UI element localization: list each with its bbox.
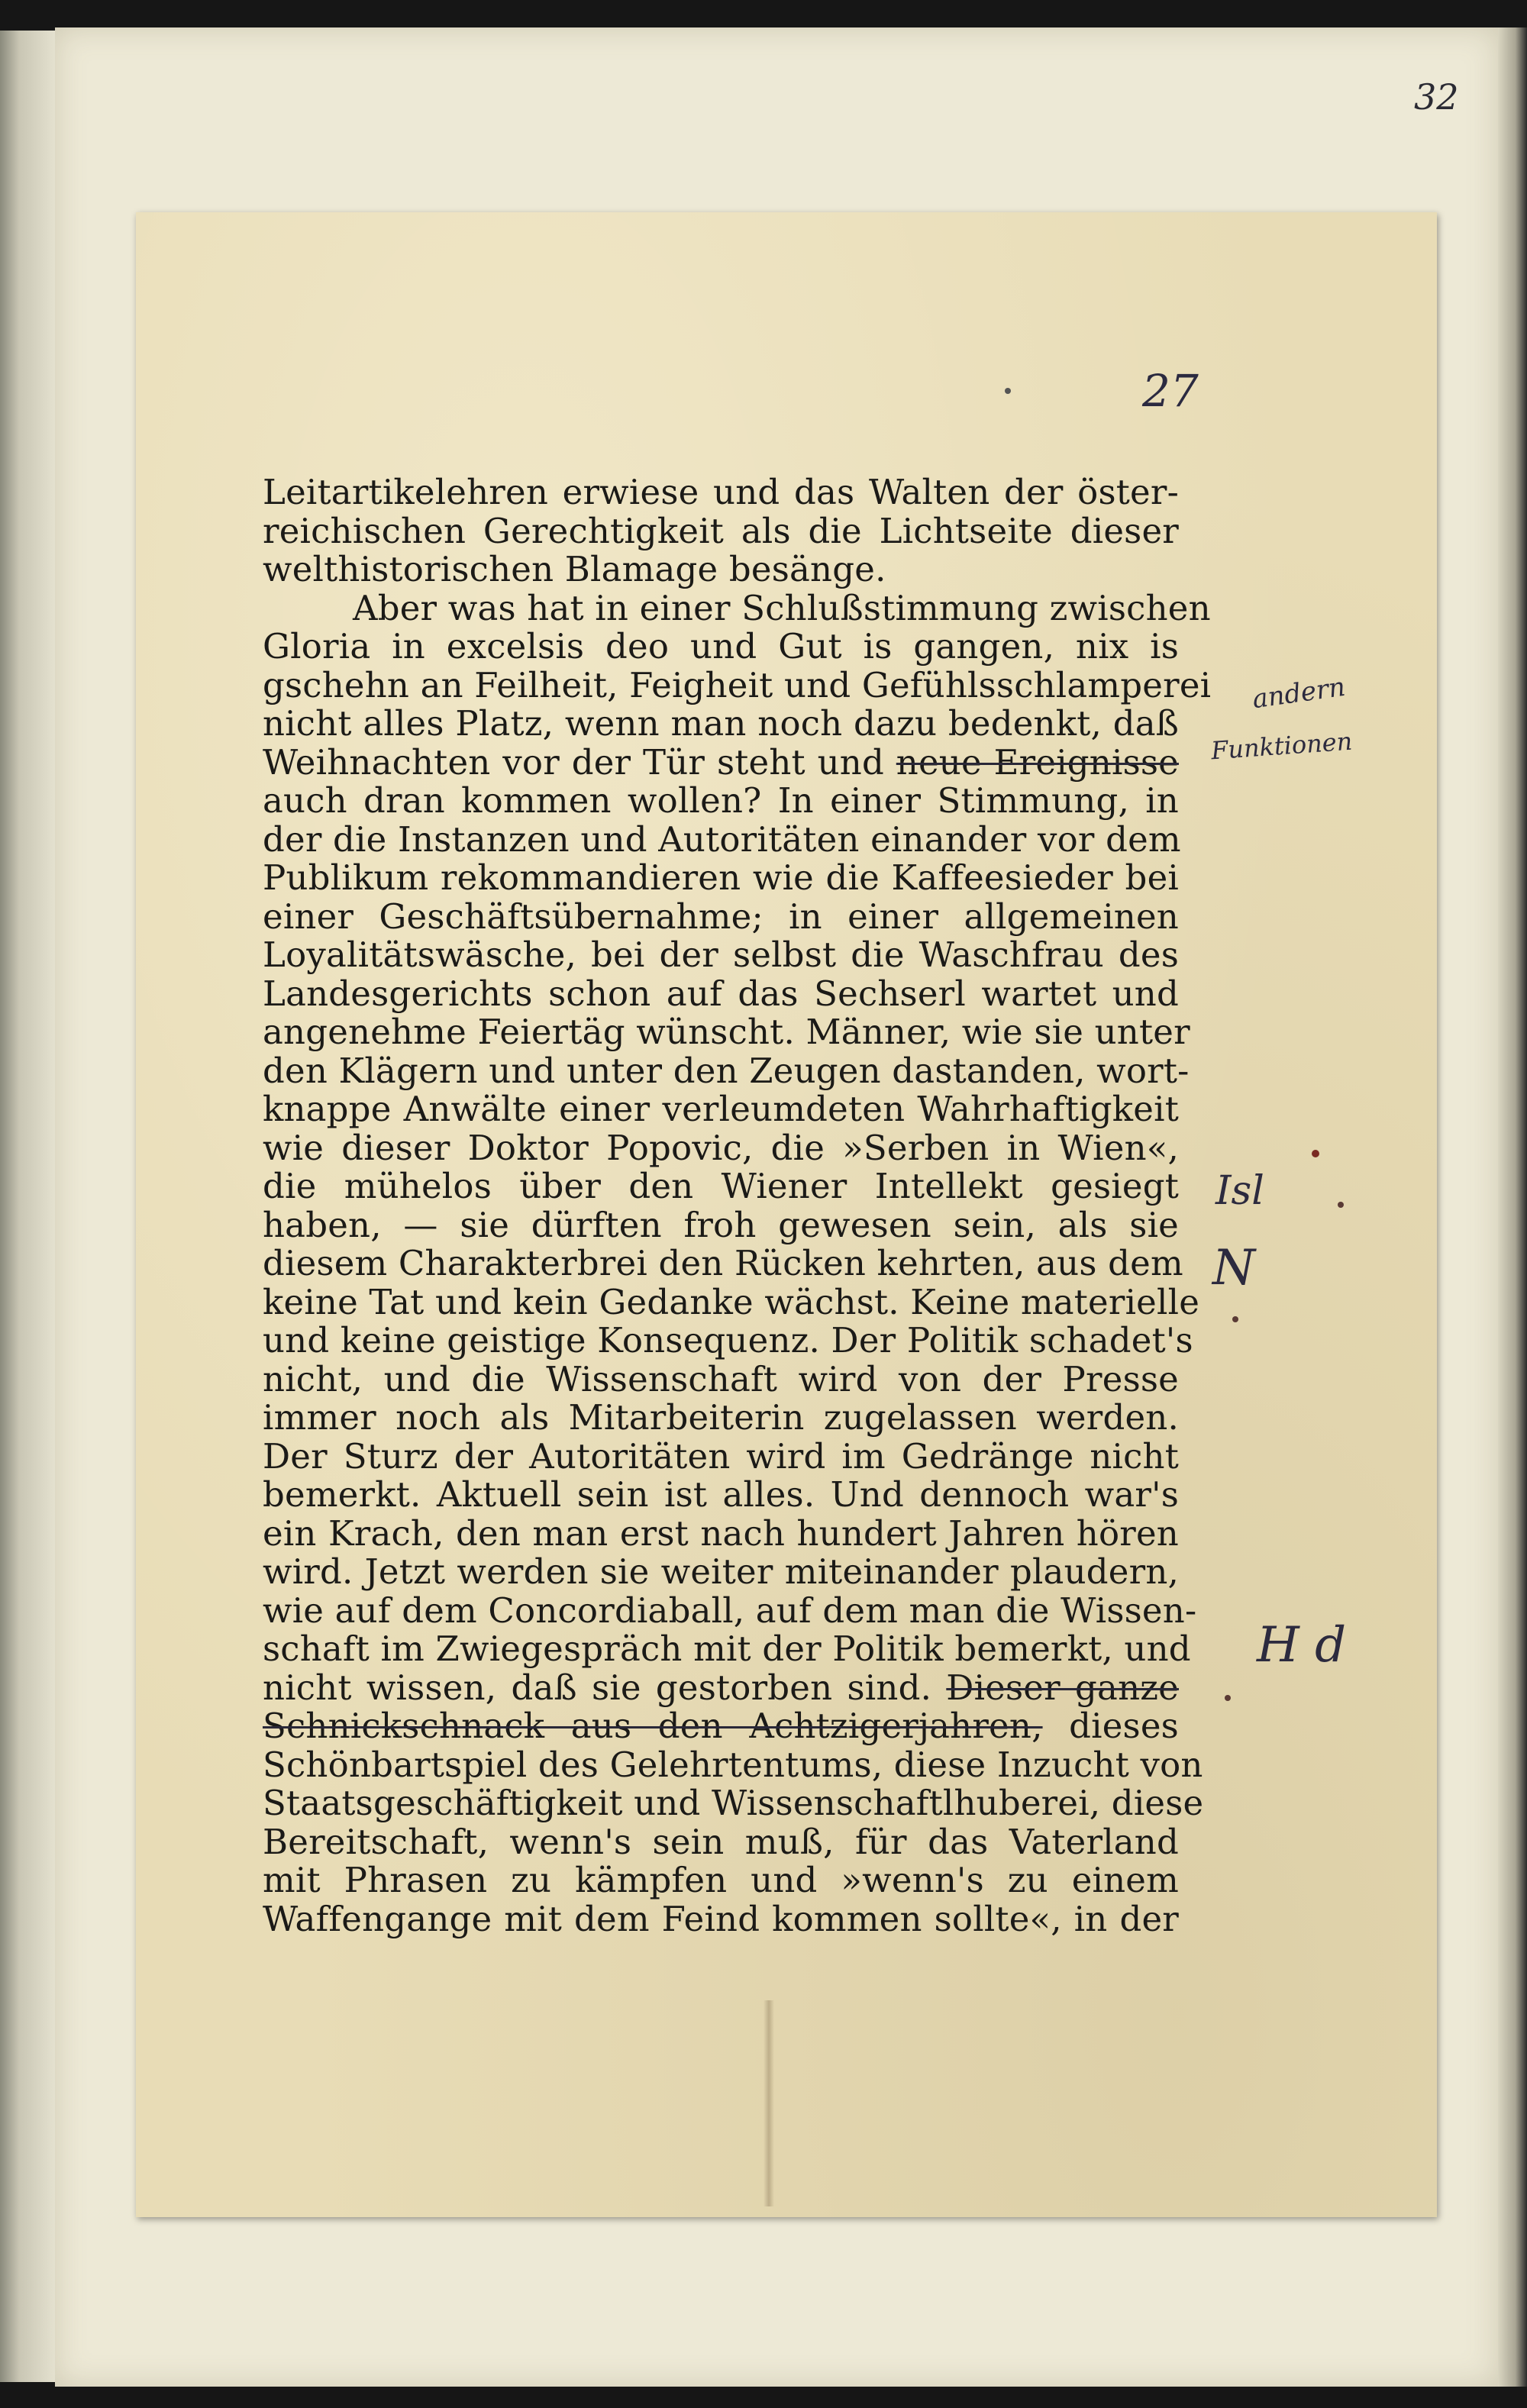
text-line: Bereitschaft, wenn's sein muß, für das Vaterland	[263, 1821, 1179, 1862]
text-line: wird. Jetzt werden sie weiter miteinander plaudern,	[263, 1551, 1179, 1592]
text-line: der die Instanzen und Autoritäten einander vor dem	[263, 818, 1181, 860]
text-line: angenehme Feiertäg wünscht. Männer, wie sie unter	[263, 1012, 1190, 1052]
text-line: nicht, und die Wissenschaft wird von der Presse	[263, 1358, 1179, 1399]
struck-text: neue Ereignisse	[896, 741, 1179, 783]
text-line: knappe Anwälte einer verleumdeten Wahrhaftigkeit	[263, 1089, 1179, 1129]
text-line: keine Tat und kein Gedanke wächst. Keine materielle	[263, 1281, 1200, 1322]
paper-fold-crease	[764, 2000, 774, 2206]
text-line: ein Krach, den man erst nach hundert Jahren hören	[263, 1512, 1179, 1554]
text-line: Gloria in excelsis deo und Gut is gangen, nix is	[263, 626, 1179, 667]
text-line: nicht alles Platz, wenn man noch dazu bedenkt, daß	[263, 703, 1179, 744]
pencil-mark	[1232, 1316, 1238, 1322]
text-line: Waffengange mit dem Feind kommen sollte«, in der	[263, 1898, 1179, 1939]
struck-text: Schnickschnack aus den Achtzigerjahren,	[263, 1706, 1043, 1746]
text-line: die mühelos über den Wiener Intellekt gesiegt	[263, 1166, 1179, 1206]
text-line: wie auf dem Concordiaball, auf dem man die Wissen-	[263, 1590, 1197, 1631]
text-segment: dieses	[1069, 1706, 1179, 1746]
text-line: gschehn an Feilheit, Feigheit und Gefühlsschlamperei	[263, 664, 1212, 705]
text-line: einer Geschäftsübernahme; in einer allgemeinen	[263, 896, 1179, 937]
pencil-mark	[1338, 1202, 1344, 1208]
text-line: wie dieser Doktor Popovic, die »Serben in Wien«,	[263, 1127, 1179, 1168]
text-segment: nicht wissen, daß sie gestorben sind.	[263, 1667, 932, 1708]
text-line: immer noch als Mitarbeiterin zugelassen werden.	[263, 1397, 1179, 1438]
text-line: auch dran kommen wollen? In einer Stimmung, in	[263, 780, 1179, 821]
text-line-with-deletion	[263, 1707, 1179, 1746]
text-line: Loyalitätswäsche, bei der selbst die Waschfrau des	[263, 934, 1179, 975]
folio-number: 32	[1414, 76, 1459, 118]
margin-note-isl: Isl	[1215, 1168, 1264, 1214]
text-line: Staatsgeschäftigkeit und Wissenschaftlhuberei, diese	[263, 1783, 1204, 1823]
article-body	[263, 472, 1212, 1939]
text-line: den Klägern und unter den Zeugen dastanden, wort-	[263, 1050, 1190, 1091]
text-line: Schönbartspiel des Gelehrtentums, diese Inzucht von	[263, 1744, 1203, 1785]
text-line: und keine geistige Konsequenz. Der Politik schadet's	[263, 1320, 1193, 1361]
text-line: mit Phrasen zu kämpfen und »wenn's zu einem	[263, 1860, 1179, 1900]
clipping-page-number-text: 27	[1142, 365, 1199, 417]
text-line: bemerkt. Aktuell sein ist alles. Und dennoch war's	[263, 1474, 1179, 1515]
text-line: Landesgerichts schon auf das Sechserl wartet und	[263, 973, 1179, 1014]
text-line: welthistorischen Blamage besänge.	[263, 549, 886, 589]
pencil-dot	[1005, 388, 1011, 394]
album-right-edge	[1498, 27, 1527, 2387]
text-line: Leitartikelehren erwiese und das Walten der öster-	[263, 472, 1179, 512]
text-line: schaft im Zwiegespräch mit der Politik bemerkt, und	[263, 1628, 1191, 1669]
margin-note-funktionen: Funktionen	[1209, 726, 1354, 766]
pencil-mark	[1312, 1150, 1319, 1157]
clipping-page-number	[1142, 365, 1199, 417]
struck-text: Dieser ganze	[946, 1667, 1179, 1708]
pencil-mark	[1225, 1695, 1231, 1701]
album-binding-edge	[0, 31, 55, 2382]
text-line: Publikum rekommandieren wie die Kaffeesieder bei	[263, 857, 1179, 898]
text-line: haben, — sie dürften froh gewesen sein, als sie	[263, 1204, 1179, 1245]
text-line: diesem Charakterbrei den Rücken kehrten, aus dem	[263, 1243, 1183, 1283]
text-line: Aber was hat in einer Schlußstimmung zwischen	[353, 587, 1211, 628]
margin-note-hd: H d	[1257, 1617, 1347, 1674]
margin-note-andern: andern	[1250, 671, 1348, 715]
text-line: reichischen Gerechtigkeit als die Lichtseite dieser	[263, 510, 1179, 551]
text-line: Der Sturz der Autoritäten wird im Gedränge nicht	[263, 1435, 1179, 1477]
text-line-with-deletion	[263, 741, 1179, 783]
text-segment: Weihnachten vor der Tür steht und	[263, 741, 884, 783]
text-line-with-deletion	[263, 1669, 1179, 1708]
margin-note-n: N	[1212, 1240, 1255, 1296]
